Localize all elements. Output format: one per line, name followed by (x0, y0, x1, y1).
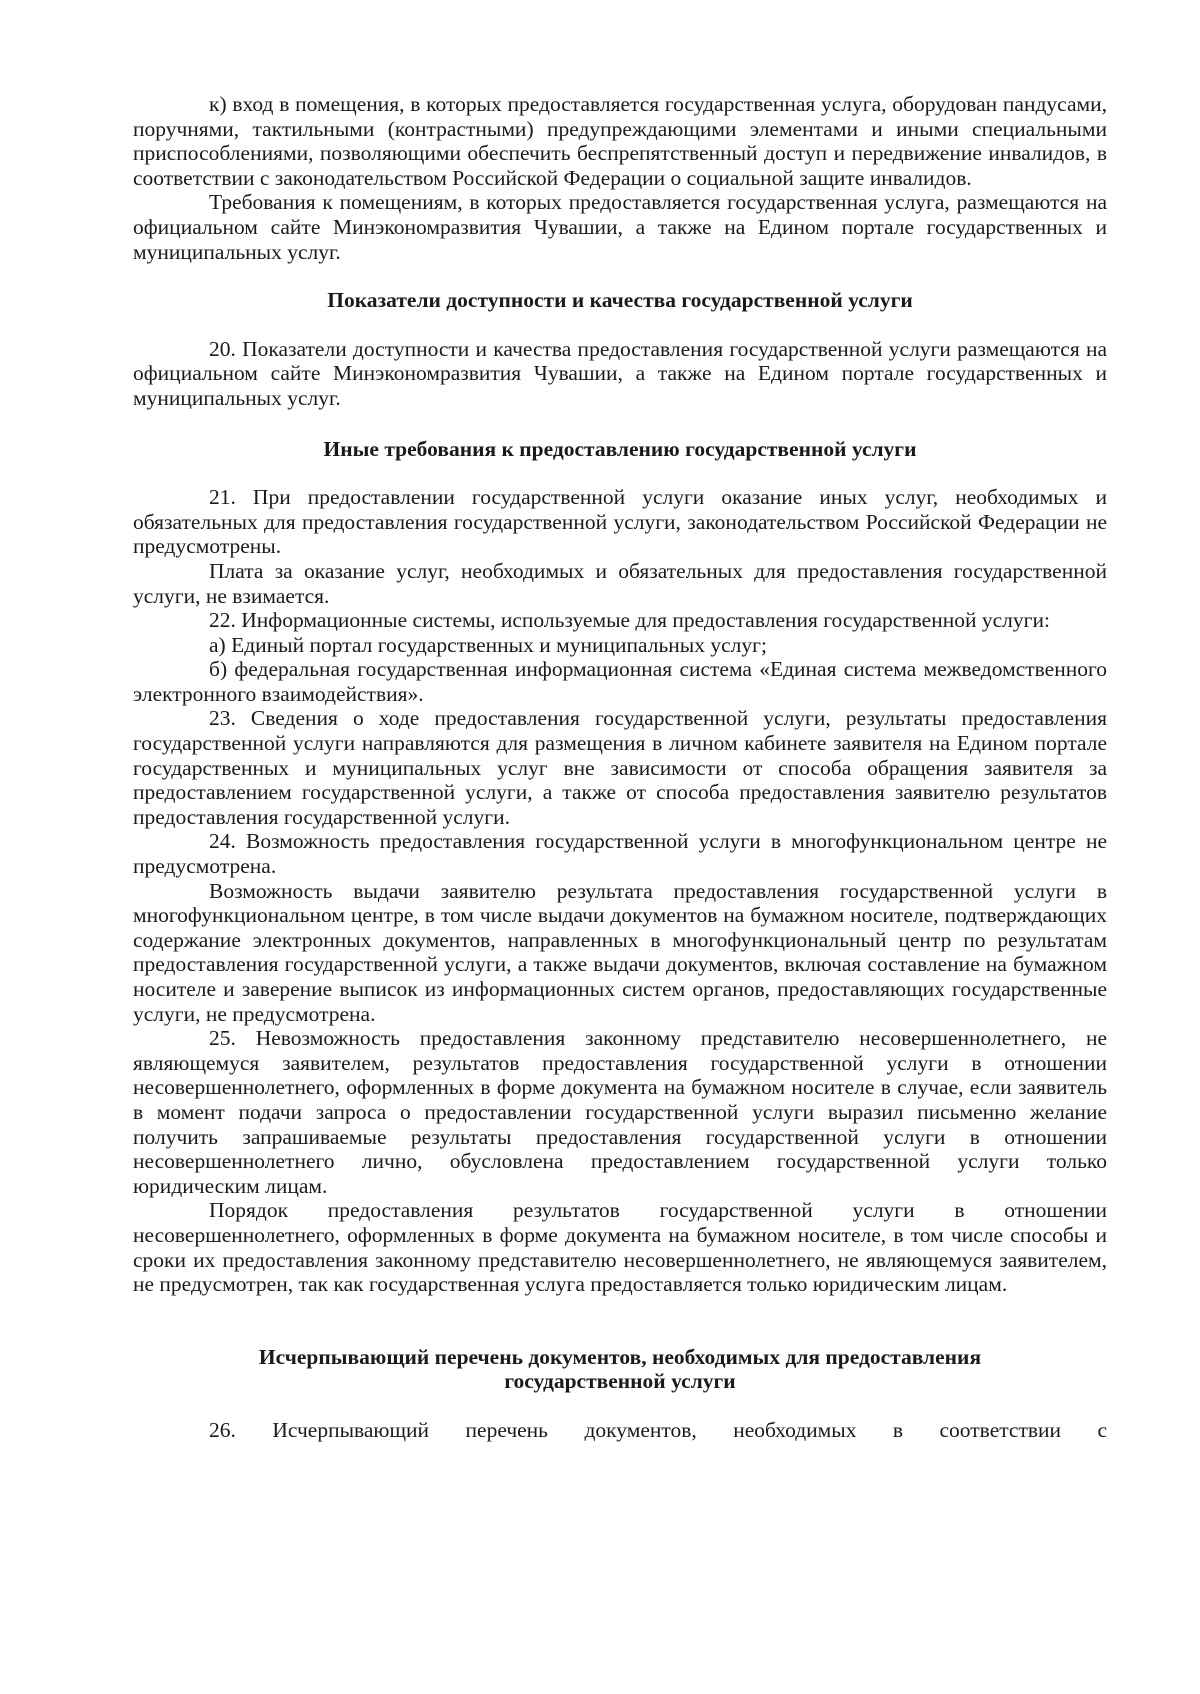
paragraph-k-accessibility: к) вход в помещения, в которых предоставляется государственная услуга, оборудован пандусами, поручнями, тактильными (контрастными) предупреждающими элементами и иными специальными приспособлениями, позволяющими обеспечить беспрепятственный доступ и передвижение инвалидов, в соответствии с законодательством Российской Федерации о социальной защите инвалидов. (133, 92, 1107, 190)
paragraph-22-a: а) Единый портал государственных и муниципальных услуг; (209, 632, 767, 657)
paragraph-25: 25. Невозможность предоставления законному представителю несовершеннолетнего, не являющемуся заявителем, результатов предоставления государственной услуги в отношении несовершеннолетнего, оформленных в форме документа на бумажном носителе в случае, если заявитель в момент подачи запроса о предоставлении государственной услуги выразил письменно желание получить запрашиваемые результаты предоставления государственной услуги в отношении несовершеннолетнего лично, обусловлена предоставлением государственной услуги только юридическим лицам. (133, 1026, 1107, 1198)
paragraph-24-mfc: Возможность выдачи заявителю результата предоставления государственной услуги в многофункциональном центре, в том числе выдачи документов на бумажном носителе, подтверждающих содержание электронных документов, направленных в многофункциональный центр по результатам предоставления государственной услуги, а также выдачи документов, включая составление на бумажном носителе и заверение выписок из информационных систем органов, предоставляющих государственные услуги, не предусмотрена. (133, 878, 1107, 1026)
paragraph-20: 20. Показатели доступности и качества предоставления государственной услуги размещаются на официальном сайте Минэкономразвития Чувашии, а также на Едином портале государственных и муниципальных услуг. (133, 336, 1107, 410)
paragraph-22: 22. Информационные системы, используемые для предоставления государственной услуги: (209, 608, 1050, 633)
paragraph-26: 26. Исчерпывающий перечень документов, необходимых в соответствии с (209, 1417, 1107, 1442)
paragraph-fee: Плата за оказание услуг, необходимых и обязательных для предоставления государственной услуги, не взимается. (133, 558, 1107, 608)
paragraph-premises-requirements: Требования к помещениям, в которых предоставляется государственная услуга, размещаются на официальном сайте Минэкономразвития Чувашии, а также на Едином портале государственных и муниципальных услуг. (133, 190, 1107, 264)
section-heading-availability: Показатели доступности и качества государственной услуги (327, 288, 913, 313)
paragraph-24: 24. Возможность предоставления государственной услуги в многофункциональном центре не предусмотрена. (133, 829, 1107, 879)
section-heading-other-requirements: Иные требования к предоставлению государственной услуги (323, 436, 917, 461)
paragraph-25-order: Порядок предоставления результатов государственной услуги в отношении несовершеннолетнего, оформленных в форме документа на бумажном носителе, в том числе способы и сроки их предоставления законному представителю несовершеннолетнего, не являющемуся заявителем, не предусмотрен, так как государственная услуга предоставляется только юридическим лицам. (133, 1198, 1107, 1297)
paragraph-23: 23. Сведения о ходе предоставления государственной услуги, результаты предоставления государственной услуги направляются для размещения в личном кабинете заявителя на Едином портале государственных и муниципальных услуг вне зависимости от способа обращения заявителя за предоставлением государственной услуги, а также от способа предоставления заявителю результатов предоставления государственной услуги. (133, 706, 1107, 829)
heading-line-2: государственной услуги (504, 1369, 736, 1394)
paragraph-22-b: б) федеральная государственная информационная система «Единая система межведомственного электронного взаимодействия». (133, 657, 1107, 706)
document-page (133, 92, 1107, 1443)
paragraph-21: 21. При предоставлении государственной услуги оказание иных услуг, необходимых и обязательных для предоставления государственной услуги, законодательством Российской Федерации не предусмотрены. (133, 485, 1107, 559)
section-heading-documents-list (133, 1345, 1107, 1394)
heading-line-1: Исчерпывающий перечень документов, необходимых для предоставления (258, 1344, 982, 1369)
